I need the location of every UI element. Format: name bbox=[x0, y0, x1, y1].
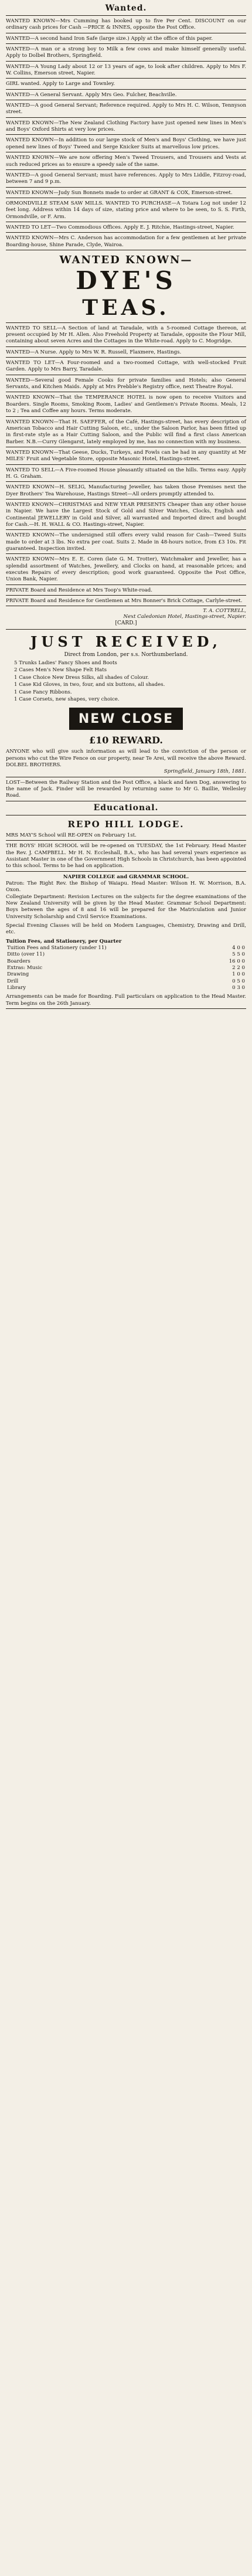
wanted-ads-list bbox=[6, 18, 246, 250]
received-item: 5 Trunks Ladies' Fancy Shoes and Boots bbox=[14, 660, 117, 666]
napier-college-patron: Patron: The Right Rev. the Bishop of Waiapu. Head Master: Wilson H. W. Morrison, B.A. Oxon. bbox=[6, 880, 246, 893]
wanted2-ad: WANTED—Several good Female Cooks for private families and Hotels; also General Servants, and Kitchen Maids. Apply at Mrs Prebble's Registry office, next Theatre Royal. bbox=[6, 377, 246, 393]
wanted-ad: WANTED KNOWN—In addition to our large stock of Men's and Boys' Clothing, we have just opened new lines of Boys' Tweed and Serge Knicker Suits at marvellous low prices. bbox=[6, 137, 246, 152]
fee-row bbox=[6, 971, 246, 978]
temperance-signature-place: Next Caledonian Hotel, Hastings-street, Napier. bbox=[123, 614, 246, 620]
section-heading-wanted: Wanted. bbox=[105, 4, 147, 13]
dyes-wanted-heading: WANTED KNOWN— bbox=[59, 253, 193, 266]
just-received-heading: JUST RECEIVED, bbox=[30, 633, 222, 650]
just-received-subtitle: Direct from London, per s.s. Northumberland. bbox=[64, 651, 188, 658]
fee-row bbox=[6, 965, 246, 971]
received-item: 1 Case Corsets, new shapes, very choice. bbox=[14, 696, 120, 702]
wanted-ad: WANTED—A good General Servant; Reference required. Apply to Mrs H. C. Wilson, Tennyson street. bbox=[6, 102, 246, 118]
wanted-ad: WANTED—A General Servant. Apply Mrs Geo. Fulcher, Beachville. bbox=[6, 91, 246, 100]
napier-college-text: Collegiate Department: Revision Lectures on the subjects for the degree examinations of the New Zealand University will be given by the Head Master. Grammar School Department: Boys between the ages of 8 and 16 will be prepared for the Matriculation and Junior University Scholarship and Civil Service Examinations. bbox=[6, 893, 246, 920]
received-item: 1 Case Kid Gloves, in two, four, and six buttons, all shades. bbox=[14, 682, 165, 688]
wanted-ad: WANTED KNOWN—Judy Sun Bonnets made to order at GRANT & COX, Emerson-street. bbox=[6, 189, 246, 198]
wanted-ads-list-2 bbox=[6, 325, 246, 607]
boys-high-notice: THE BOYS' HIGH SCHOOL will be re-opened on TUESDAY, the 1st February. Head Master the Rev. J. CAMPBELL. Mr H. N. Eccleshall, B.A., who has had several years experience as Assistant Master in one of the Government High Schools in Christchurch, has been appointed to this school. Terms to be had on application. bbox=[6, 842, 246, 871]
wanted2-ad: WANTED KNOWN—CHRISTMAS and NEW YEAR PRESENTS Cheaper than any other house in Napier. We have the Largest Stock of Gold and Silver Watches, Clocks, English and Continental JEWELLERY in Gold and Silver, all warranted and Imported direct and bought for Cash.—H. H. WALL & CO. Hastings-street, Napier. bbox=[6, 501, 246, 530]
wanted2-ad: WANTED—A Nurse. Apply to Mrs W. R. Russell, Flaxmere, Hastings. bbox=[6, 349, 246, 358]
wanted2-ad: PRIVATE Board and Residence for Gentlemen at Mrs Bonner's Brick Cottage, Carlyle-street. bbox=[6, 597, 246, 606]
fee-row bbox=[6, 978, 246, 985]
wanted2-ad: WANTED TO SELL—A Section of land at Taradale, with a 5-roomed Cottage thereon, at present occupied by Mr H. Allen. Also Freehold Property at Taradale, opposite the Flour Mill, containing about seven Acres and the Cottages in the White-road. Apply to C. Mogridge. bbox=[6, 325, 246, 347]
reward-date: Springfield, January 18th, 1881. bbox=[164, 769, 246, 775]
reward-notice bbox=[6, 748, 246, 777]
special-classes: Special Evening Classes will be held on Modern Languages, Chemistry, Drawing and Drill, etc. bbox=[6, 922, 246, 936]
wanted-ad: WANTED KNOWN—Mrs C. Anderson has accommodation for a few gentlemen at her private Boarding-house, Shine Parade, Clyde, Wairoa. bbox=[6, 235, 246, 250]
fee-label: Tuition Fees and Stationery (under 11) bbox=[7, 944, 107, 951]
received-item: 1 Case Fancy Ribbons. bbox=[14, 689, 72, 695]
fees-table bbox=[6, 945, 246, 991]
fee-label: Extras: Music bbox=[7, 965, 43, 971]
lost-notice: LOST—Between the Railway Station and the Post Office, a black and fawn Dog, answering to the name of Jack. Finder will be rewarded by returning same to Mr G. Baillie, Wellesley Road. bbox=[6, 779, 246, 801]
wanted-ad: WANTED KNOWN—We are now offering Men's Tweed Trousers, and Trousers and Vests at such reduced prices as to ensure a speedy sale of the same. bbox=[6, 154, 246, 170]
fee-amount: 4 0 0 bbox=[232, 944, 245, 951]
newspaper-column bbox=[6, 0, 246, 1009]
fee-row bbox=[6, 945, 246, 951]
divider bbox=[6, 15, 246, 16]
wanted-ad: ORMONDVILLE STEAM SAW MILLS. WANTED TO PURCHASE—A Totara Log not under 12 feet long. Address within 14 days of size, stating price and where to be seen, to S. S. Firth, Ormondville, or F. Arm. bbox=[6, 200, 246, 222]
wanted-ad: WANTED KNOWN—Mrs Cumming has booked up to five Per Cent. DISCOUNT on our ordinary cash prices for Cash —PRICE & INNES, opposite the Post Office. bbox=[6, 18, 246, 33]
fee-label: Ditto (over 11) bbox=[7, 951, 45, 958]
wanted2-ad: WANTED TO SELL—A Five-roomed House pleasantly situated on the hills. Terms easy. Apply H. G. Graham. bbox=[6, 467, 246, 482]
school-notice: MRS MAY'S School will RE-OPEN on February 1st. bbox=[6, 832, 246, 841]
received-items-list bbox=[14, 660, 246, 704]
wanted-ad: WANTED—A Young Lady about 12 or 13 years of age, to look after children. Apply to Mrs F. W. Collins, Emerson street, Napier. bbox=[6, 63, 246, 79]
wanted-ad: WANTED KNOWN—The New Zealand Clothing Factory have just opened new lines in Men's and Boys' Oxford Shirts at very low prices. bbox=[6, 120, 246, 135]
school-name: REPO HILL LODGE. bbox=[67, 818, 185, 830]
reward-text: ANYONE who will give such information as will lead to the conviction of the person or persons who cut the Wire Fence on our property, near Te Arei, will receive the above Reward. DOLBEL BROTHERS. bbox=[6, 749, 246, 769]
card-marker: [CARD.] bbox=[115, 620, 137, 627]
fees-closing: Arrangements can be made for Boarding. Full particulars on application to the Head Master. Term begins on the 26th January. bbox=[6, 994, 246, 1007]
napier-college-ad bbox=[6, 874, 246, 1010]
fee-label: Drill bbox=[7, 978, 19, 984]
temperance-signature-name: T. A. COTTRELL, bbox=[203, 608, 246, 614]
wanted2-ad: WANTED KNOWN—That H. SAEFFER, of the Café, Hastings-street, has every description of American Tobacco and Hair Cutting Saloon, etc., under the Saloon Parlor, has been fitted up in first-rate style as a Hair Cutting Saloon, and the Public will find a first class American Barber. N.B.—Curry Glengarst, lately employed by me, has no connection with my business. bbox=[6, 419, 246, 447]
fee-amount: 5 5 0 bbox=[232, 951, 245, 958]
fee-label: Drawing bbox=[7, 971, 29, 978]
dyes-product: TEAS. bbox=[82, 295, 170, 321]
fee-label: Boarders bbox=[7, 958, 30, 964]
fee-row bbox=[6, 959, 246, 965]
wanted-ad: WANTED—A good General Servant; must have references. Apply to Mrs Liddle, Fitzroy-road, between 7 and 9 p.m. bbox=[6, 172, 246, 188]
napier-college-title: NAPIER COLLEGE and GRAMMAR SCHOOL. bbox=[63, 874, 189, 880]
fee-label: Library bbox=[7, 985, 26, 991]
wanted2-ad: WANTED KNOWN—The undersigned still offers every valid reason for Cash—Tweed Suits made to order at 3 lbs. No extra per coat. Suits 2. Made in 48-hours notice, from £3 10s. Fit guaranteed. Inspection invited. bbox=[6, 532, 246, 554]
wanted2-ad: PRIVATE Board and Residence at Mrs Toop's White-road. bbox=[6, 587, 246, 596]
wanted2-ad: WANTED KNOWN—That Geese, Ducks, Turkeys, and Fowls can be had in any quantity at Mr MILES' Fruit and Vegetable Store, opposite Masonic Hotel, Hastings-street. bbox=[6, 449, 246, 465]
fee-amount: 0 3 0 bbox=[232, 985, 245, 991]
wanted2-ad: WANTED KNOWN—That the TEMPERANCE HOTEL is now open to receive Visitors and Boarders. Single Rooms, Smoking Room, Ladies' and Gentlemen's Private Rooms. Meals, 12 to 2 ; Tea and Coffee any hours. Terms moderate. bbox=[6, 394, 246, 416]
divider bbox=[6, 629, 246, 630]
wanted-ad: WANTED—A man or a strong boy to Milk a few cows and make himself generally useful. Apply to Dolbel Brothers, Springfield. bbox=[6, 46, 246, 62]
fee-amount: 0 5 0 bbox=[232, 978, 245, 984]
wanted2-ad: WANTED KNOWN—Mrs E. E. Coren (late G. M. Trotter), Watchmaker and Jeweller, has a splendid assortment of Watches, Jewellery, and Clocks on hand, at reasonable prices; and executes Repairs of every description; good work guaranteed. Opposite the Post Office, Union Bank, Napier. bbox=[6, 556, 246, 584]
fees-title: Tuition Fees, and Stationery, per Quarter bbox=[6, 938, 122, 944]
wanted-ad: GIRL wanted. Apply to Large and Townley. bbox=[6, 80, 246, 89]
received-item: 2 Cases Men's New Shape Felt Hats bbox=[14, 667, 107, 674]
wanted2-ad: WANTED KNOWN—H. SELIG, Manufacturing Jeweller, has taken those Premises next the Dyer Brothers' Tea Warehouse, Hastings Street—All orders promptly attended to. bbox=[6, 484, 246, 499]
reward-heading: £10 REWARD. bbox=[89, 735, 163, 746]
fee-row bbox=[6, 985, 246, 991]
section-heading-educational: Educational. bbox=[93, 803, 159, 813]
received-item: 1 Case Choice New Dress Silks, all shades of Colour. bbox=[14, 674, 149, 681]
fee-row bbox=[6, 951, 246, 958]
wanted-ad: WANTED TO LET—Two Commodious Offices. Apply E. J. Ritchie, Hastings-street, Napier. bbox=[6, 224, 246, 233]
fee-amount: 16 0 0 bbox=[229, 958, 245, 964]
divider bbox=[6, 322, 246, 323]
wanted-ad: WANTED—A second hand Iron Safe (large size.) Apply at the office of this paper. bbox=[6, 35, 246, 44]
fee-amount: 1 0 0 bbox=[232, 971, 245, 978]
dyes-brand: DYE'S bbox=[76, 266, 176, 295]
wanted2-ad: WANTED TO LET—A Four-roomed and a two-roomed Cottage, with well-stocked Fruit Garden. Apply to Mrs Barry, Taradale. bbox=[6, 359, 246, 375]
new-close-banner: NEW CLOSE bbox=[69, 708, 183, 730]
fee-amount: 2 2 0 bbox=[232, 965, 245, 971]
